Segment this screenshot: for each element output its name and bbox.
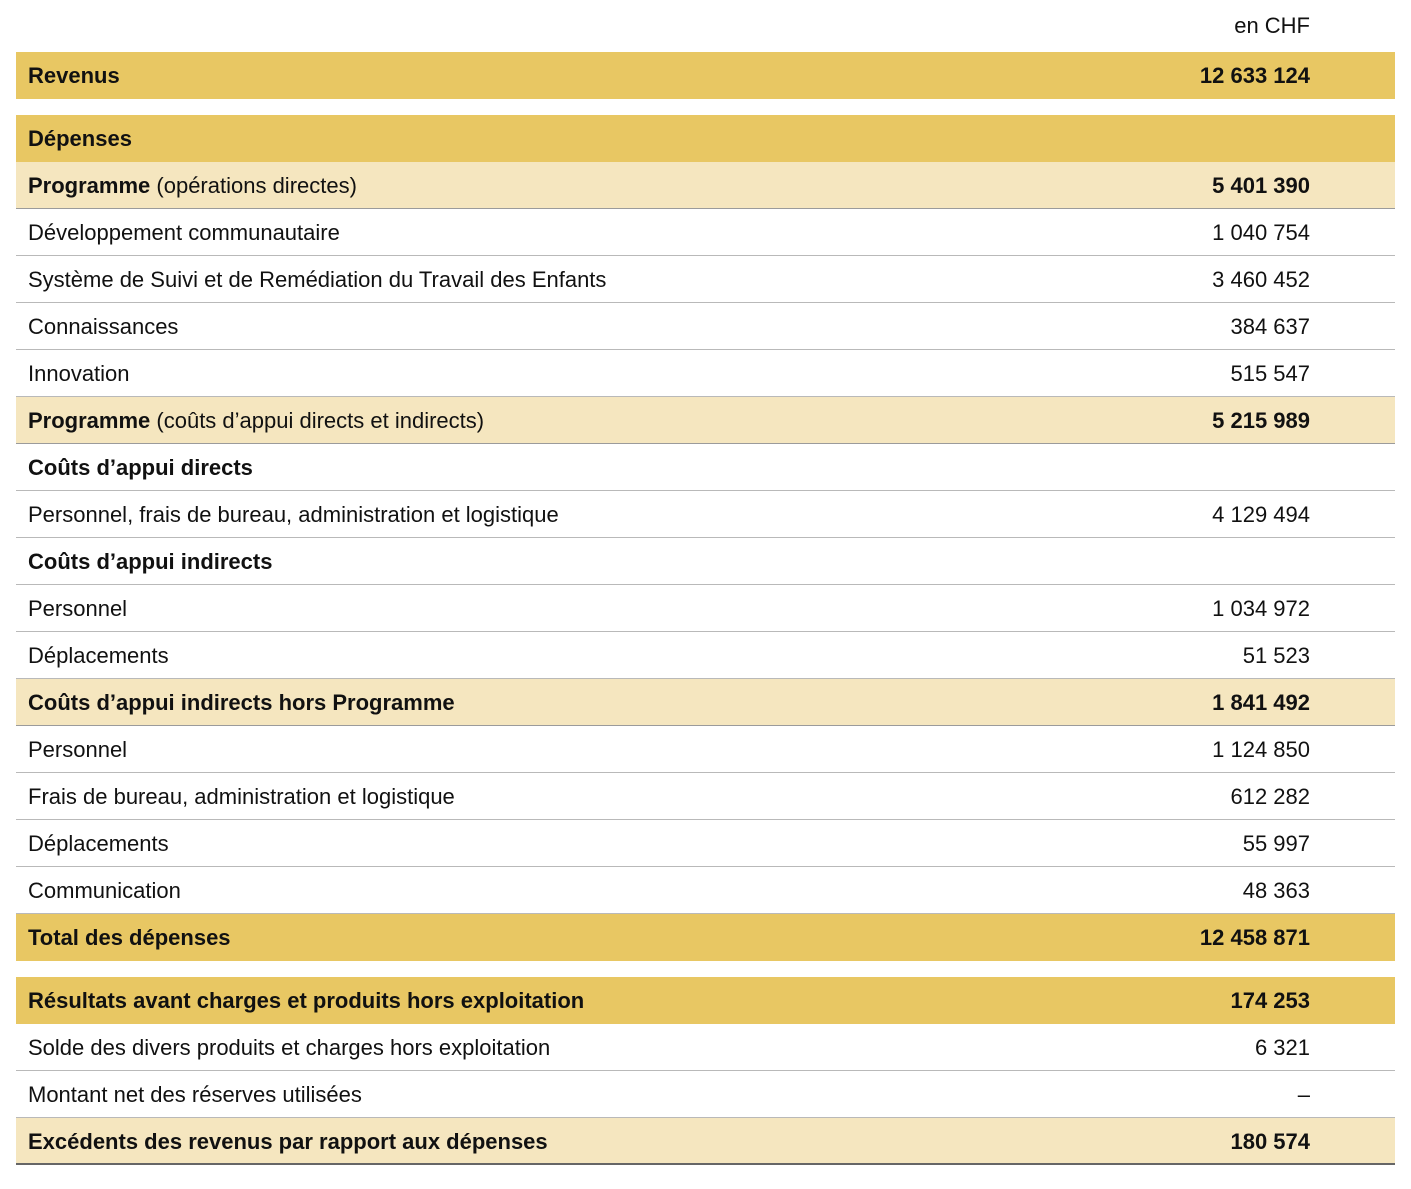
item-value: 1 124 850	[1212, 737, 1310, 762]
total-depenses-value: 12 458 871	[1199, 925, 1310, 950]
programme-appui-label	[28, 397, 484, 443]
item-value: 384 637	[1230, 314, 1310, 339]
table-row	[16, 350, 1395, 397]
revenus-value: 12 633 124	[1199, 63, 1310, 88]
programme-operations-label-bold: Programme	[28, 173, 151, 198]
item-value: 1 034 972	[1212, 596, 1310, 621]
item-value: 6 321	[1254, 1035, 1310, 1060]
table-row	[16, 585, 1395, 632]
depenses-heading-row	[16, 115, 1395, 162]
item-label: Frais de bureau, administration et logistique	[28, 784, 455, 809]
item-value: 55 997	[1242, 831, 1310, 856]
programme-operations-label-rest: (opérations directes)	[150, 173, 357, 198]
item-label: Solde des divers produits et charges hors exploitation	[28, 1035, 551, 1060]
financial-statement-table	[16, 52, 1395, 1165]
revenus-label: Revenus	[28, 63, 120, 88]
item-label: Innovation	[28, 361, 130, 386]
item-value: 1 040 754	[1212, 220, 1310, 245]
item-label: Personnel	[28, 596, 128, 621]
item-label: Personnel, frais de bureau, administration et logistique	[28, 502, 559, 527]
appui-indirects-heading: Coûts d’appui indirects	[28, 549, 273, 574]
item-value: 515 547	[1230, 361, 1310, 386]
item-label: Montant net des réserves utilisées	[28, 1082, 362, 1107]
programme-appui-label-bold: Programme	[28, 408, 151, 433]
total-depenses-row	[16, 914, 1395, 961]
appui-directs-heading-row	[16, 444, 1395, 491]
item-label: Déplacements	[28, 831, 169, 856]
hors-programme-label-wrap	[28, 679, 455, 725]
item-value: –	[1297, 1082, 1310, 1107]
programme-appui-row	[16, 397, 1395, 444]
unit-header	[16, 0, 1395, 52]
item-label: Connaissances	[28, 314, 179, 339]
revenus-row	[16, 52, 1395, 99]
item-value: 4 129 494	[1212, 502, 1310, 527]
item-label: Système de Suivi et de Remédiation du Travail des Enfants	[28, 267, 607, 292]
depenses-heading: Dépenses	[28, 126, 132, 151]
programme-operations-value: 5 401 390	[1212, 173, 1310, 198]
section-spacer	[16, 99, 1395, 115]
programme-operations-row	[16, 162, 1395, 209]
table-row	[16, 773, 1395, 820]
currency-unit-label: en CHF	[1234, 13, 1310, 38]
appui-directs-heading: Coûts d’appui directs	[28, 455, 253, 480]
item-value: 48 363	[1242, 878, 1310, 903]
table-row	[16, 256, 1395, 303]
excedents-label: Excédents des revenus par rapport aux dépenses	[28, 1129, 548, 1154]
item-label: Développement communautaire	[28, 220, 340, 245]
resultats-row	[16, 977, 1395, 1024]
table-row	[16, 1071, 1395, 1118]
table-row	[16, 303, 1395, 350]
total-depenses-label: Total des dépenses	[28, 925, 231, 950]
programme-appui-label-rest: (coûts d’appui directs et indirects)	[150, 408, 485, 433]
table-row	[16, 491, 1395, 538]
resultats-label: Résultats avant charges et produits hors exploitation	[28, 988, 585, 1013]
programme-appui-value: 5 215 989	[1212, 408, 1310, 433]
resultats-value: 174 253	[1230, 988, 1310, 1013]
table-row	[16, 726, 1395, 773]
hors-programme-row	[16, 679, 1395, 726]
hors-programme-label: Coûts d’appui indirects hors Programme	[28, 690, 455, 715]
table-row	[16, 1024, 1395, 1071]
table-row	[16, 867, 1395, 914]
table-row	[16, 632, 1395, 679]
item-label: Communication	[28, 878, 181, 903]
item-label: Personnel	[28, 737, 128, 762]
programme-operations-label	[28, 162, 357, 208]
excedents-row	[16, 1118, 1395, 1165]
excedents-label-wrap	[28, 1118, 548, 1164]
table-row	[16, 820, 1395, 867]
item-value: 51 523	[1242, 643, 1310, 668]
hors-programme-value: 1 841 492	[1212, 690, 1310, 715]
item-value: 3 460 452	[1212, 267, 1310, 292]
appui-indirects-heading-row	[16, 538, 1395, 585]
section-spacer	[16, 961, 1395, 977]
item-value: 612 282	[1230, 784, 1310, 809]
excedents-value: 180 574	[1230, 1129, 1310, 1154]
item-label: Déplacements	[28, 643, 169, 668]
table-row	[16, 209, 1395, 256]
